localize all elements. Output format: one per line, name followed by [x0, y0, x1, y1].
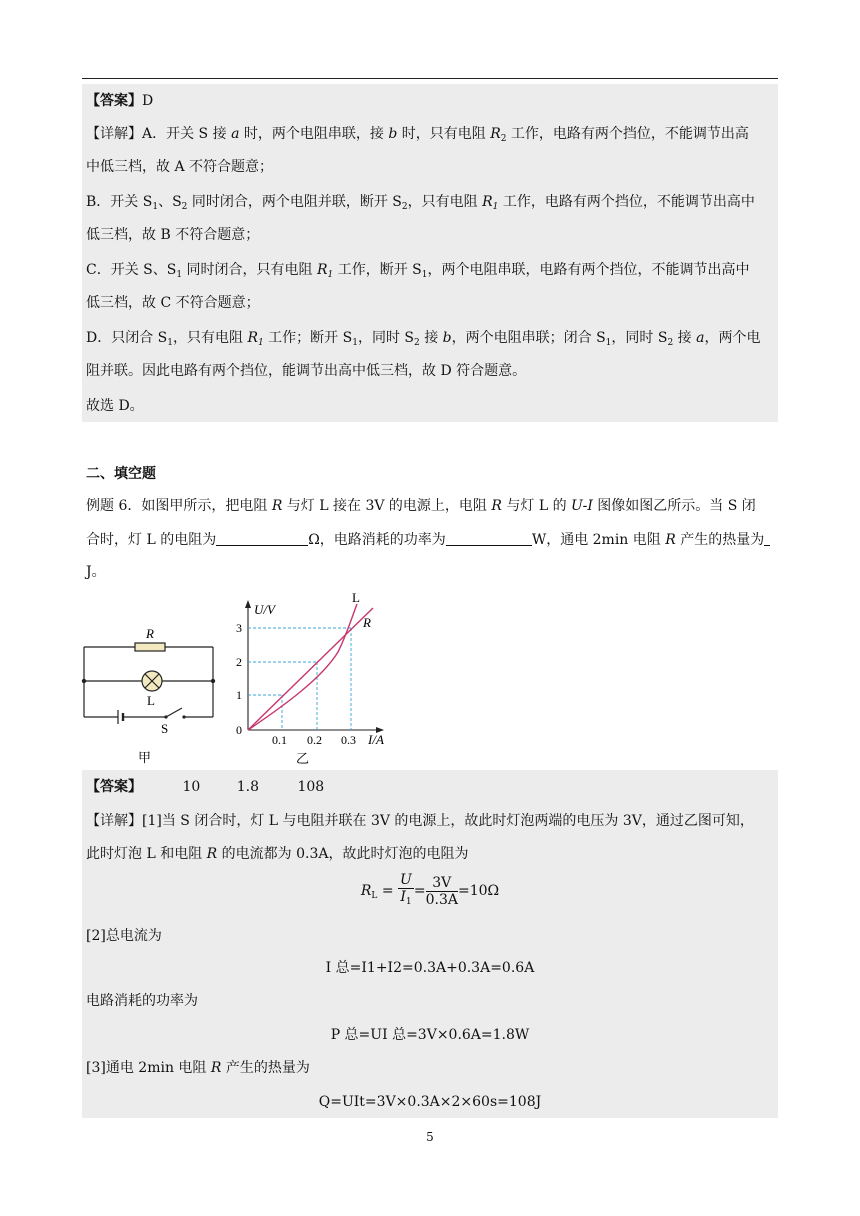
- resistor-label: R: [146, 626, 154, 641]
- switch-symbol: [166, 708, 182, 717]
- curve-l-label: L: [352, 590, 360, 605]
- lamp-label: L: [147, 693, 155, 708]
- curve-r-label: R: [363, 615, 371, 630]
- detail-line-a2: 中低三档，故 A 不符合题意；: [86, 159, 274, 175]
- x-tick-1: 0.1: [272, 733, 287, 747]
- detail-line-d2: 阻并联。因此电路有两个挡位，能调节出高中低三档，故 D 符合题意。: [86, 363, 527, 379]
- answer-value-108: 108: [297, 779, 325, 795]
- x-tick-2: 0.2: [307, 733, 322, 747]
- detail-line-c: C．开关 S、$S_1$ 同时闭合，只有电阻 $R_1$ 工作，断开 $S_1$，两个电阻串联，电路有两个挡位，不能调节出高中: [86, 262, 750, 280]
- formula-power: P 总=UI 总=3V×0.6A=1.8W: [330, 1027, 530, 1043]
- y-axis-label: U/V: [254, 602, 275, 617]
- answer-line-1: 【答案】D: [86, 93, 154, 109]
- detail-line-b2: 低三档，故 B 不符合题意；: [86, 227, 260, 243]
- ui-graph: [230, 590, 400, 776]
- detail-line-b: B．开关 $S_1$、$S_2$ 同时闭合，两个电阻并联，断开 $S_2$，只有电阻 $R_1$ 工作，电路有两个挡位，不能调节出高中: [86, 194, 755, 212]
- circuit-caption: 甲: [138, 751, 152, 766]
- question-line-1: 例题 6．如图甲所示，把电阻 R 与灯 L 接在 3V 的电源上，电阻 R 与灯 L 的 U-I 图像如图乙所示。当 S 闭: [86, 498, 756, 514]
- y-tick-2: 2: [236, 655, 242, 669]
- resistor-symbol: [135, 643, 165, 651]
- graph-caption: 乙: [296, 752, 310, 767]
- page-number: 5: [426, 1130, 434, 1144]
- detail-line-c2: 低三档，故 C 不符合题意；: [86, 295, 260, 311]
- question-line-3: J。: [86, 564, 106, 580]
- formula-current: I 总=I1+I2=0.3A+0.3A=0.6A: [325, 960, 535, 976]
- detail2-line-1: 【详解】[1]当 S 闭合时，灯 L 与电阻并联在 3V 的电源上，故此时灯泡两端的电压为 3V，通过乙图可知，: [86, 813, 754, 829]
- detail-conclusion: 故选 D。: [86, 398, 144, 414]
- curve-r: [248, 608, 373, 730]
- answer-value-10: 10: [182, 779, 201, 795]
- formula-heat: Q=UIt=3V×0.3A×2×60s=108J: [318, 1094, 542, 1110]
- answer-blank-1[interactable]: [216, 531, 308, 546]
- answer-blank-2[interactable]: [446, 531, 532, 546]
- answer-blank-3[interactable]: [764, 531, 770, 546]
- answer-value-1: D: [142, 93, 154, 109]
- y-tick-3: 3: [236, 621, 242, 635]
- detail-line-d: D．只闭合 $S_1$，只有电阻 $R_1$ 工作；断开 $S_1$，同时 $S_2$ 接 b，两个电阻串联；闭合 $S_1$，同时 $S_2$ 接 a，两个电: [86, 330, 761, 348]
- answer-value-1.8: 1.8: [236, 779, 259, 795]
- answer-line-2: 【答案】 10 1.8 108: [86, 779, 325, 795]
- y-tick-1: 1: [236, 688, 242, 702]
- section-title: 二、填空题: [86, 466, 156, 482]
- curve-l: [248, 604, 357, 730]
- detail2-line-3: [2]总电流为: [86, 928, 162, 944]
- origin-label: 0: [236, 723, 242, 737]
- formula-resistance: $R_L$ = $\frac{U}{I_1}$ = $\frac{3V}{0.3A}$ =10Ω: [360, 872, 500, 908]
- x-tick-3: 0.3: [341, 733, 356, 747]
- circuit-diagram: [78, 622, 223, 772]
- x-axis-label: I/A: [368, 732, 384, 747]
- header-rule: [82, 78, 778, 79]
- switch-label: S: [161, 721, 169, 736]
- detail2-line-5: [3]通电 2min 电阻 R 产生的热量为: [86, 1060, 310, 1076]
- detail-line-a: 【详解】A．开关 S 接 a 时，两个电阻串联，接 b 时，只有电阻 $R_2$ 工作，电路有两个挡位，不能调节出高: [86, 126, 749, 144]
- detail2-line-4: 电路消耗的功率为: [86, 993, 198, 1009]
- detail2-line-2: 此时灯泡 L 和电阻 R 的电流都为 0.3A，故此时灯泡的电阻为: [86, 846, 469, 862]
- question-line-2: 合时，灯 L 的电阻为 Ω，电路消耗的功率为 W，通电 2min 电阻 R 产生的热量为: [86, 530, 770, 550]
